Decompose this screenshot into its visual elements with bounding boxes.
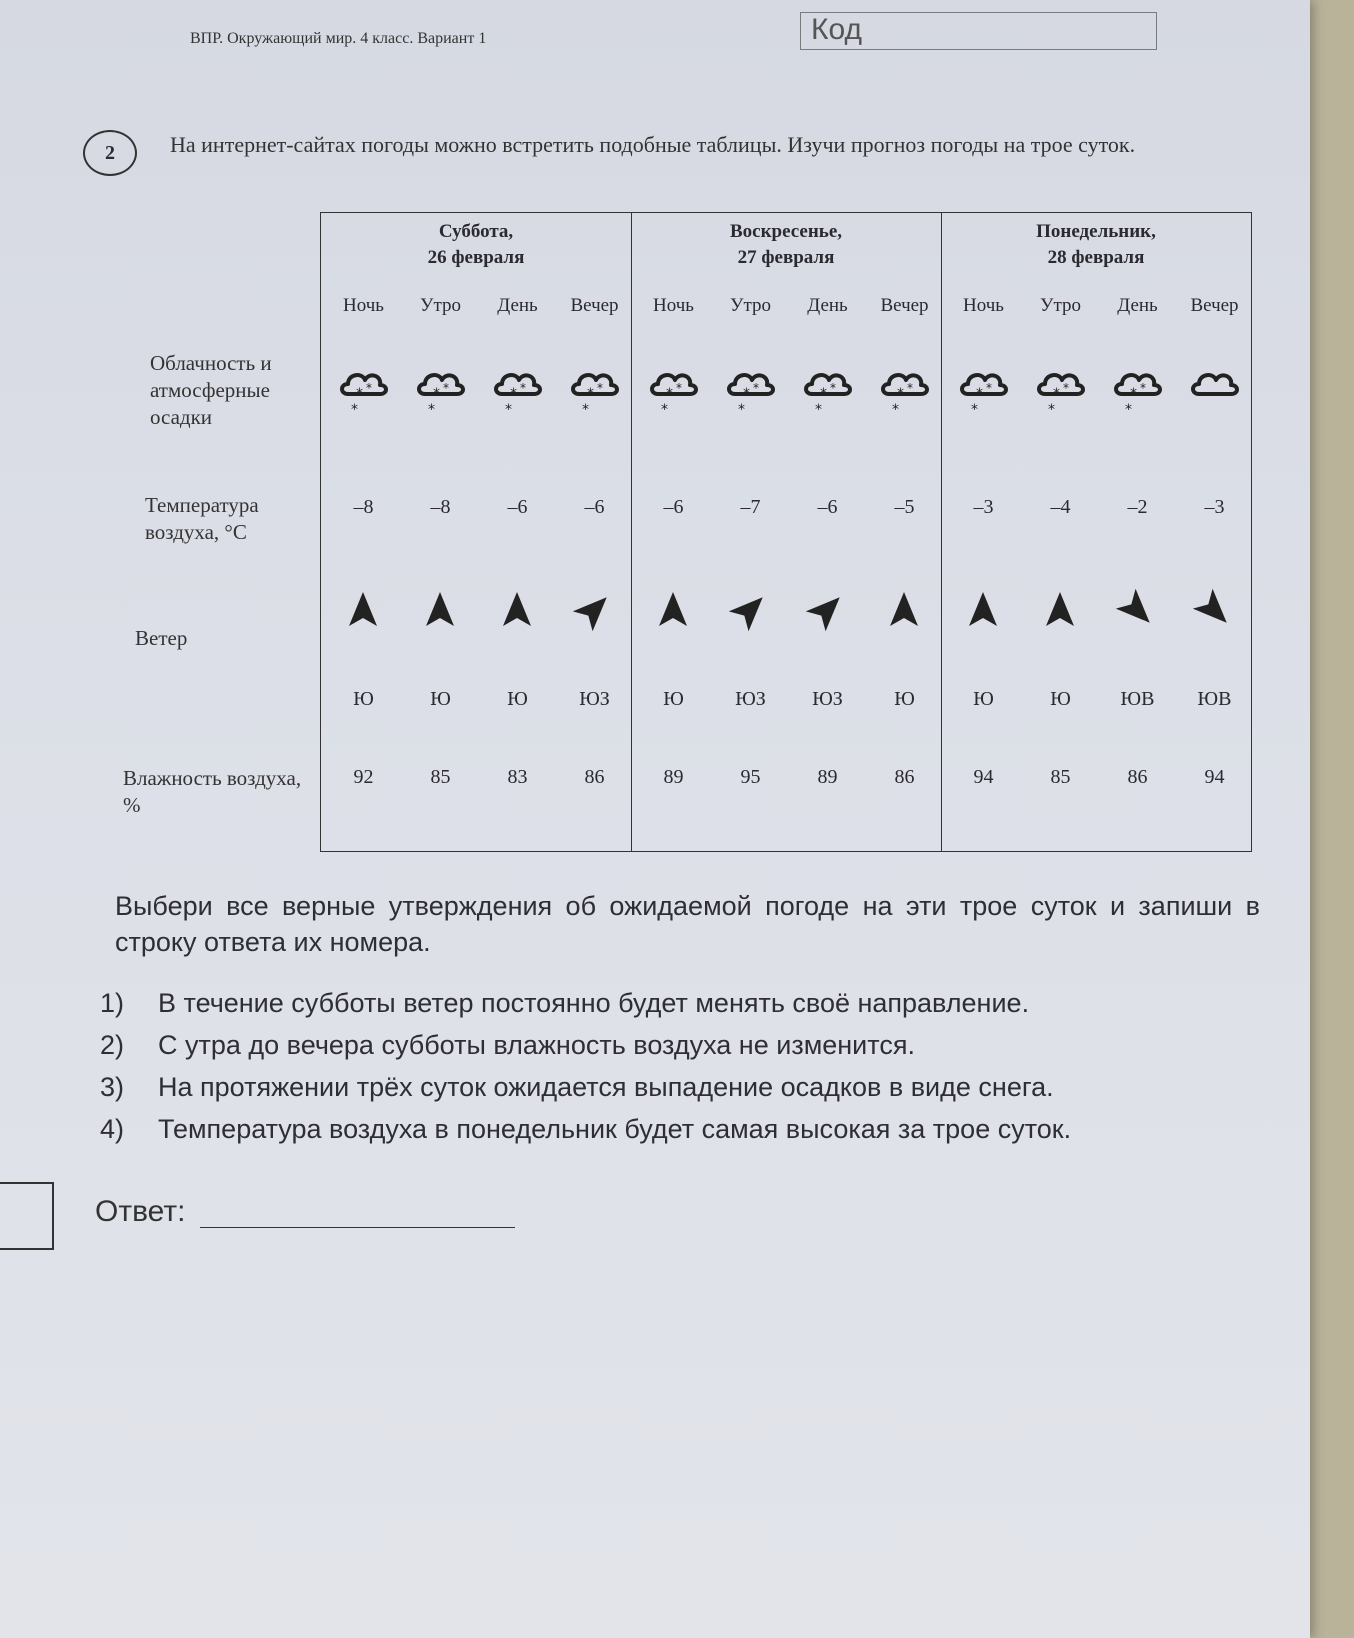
humidity-value: 86 — [894, 766, 915, 788]
svg-text:*: * — [976, 386, 983, 402]
option-3 — [100, 1066, 1071, 1108]
wind-arrow-icon — [572, 588, 616, 632]
option-number: 2) — [100, 1030, 125, 1060]
temperature-value: –2 — [1127, 496, 1148, 518]
snow-cloud-icon — [488, 358, 548, 418]
day-header — [941, 219, 1251, 271]
temperature-value: –3 — [1204, 496, 1225, 518]
day-part-label: Ночь — [963, 295, 1004, 316]
svg-text:*: * — [661, 402, 668, 418]
wind-arrow-icon — [1115, 588, 1159, 632]
temperature-value: –4 — [1050, 496, 1071, 518]
svg-text:*: * — [1125, 402, 1132, 418]
temperature-value: –6 — [507, 496, 528, 518]
wind-direction: Ю — [430, 688, 451, 710]
svg-text:*: * — [820, 386, 827, 402]
wind-arrow-icon — [1038, 588, 1082, 632]
option-2 — [100, 1024, 1071, 1066]
snow-cloud-icon — [875, 358, 935, 418]
row-label-temperature: Температура воздуха, °С — [145, 493, 259, 544]
svg-text:*: * — [597, 381, 603, 395]
score-box — [0, 1182, 54, 1250]
humidity-value: 89 — [663, 766, 684, 788]
svg-text:*: * — [1063, 381, 1069, 395]
option-4 — [100, 1108, 1071, 1150]
humidity-value: 85 — [430, 766, 451, 788]
answer-label: Ответ: — [95, 1195, 186, 1228]
wind-direction: ЮВ — [1197, 688, 1232, 710]
day-date: 28 февраля — [1047, 247, 1145, 268]
temperature-value: –8 — [353, 496, 374, 518]
day-part-label: Утро — [420, 295, 461, 316]
svg-text:*: * — [1140, 381, 1146, 395]
forecast-table — [320, 212, 1252, 852]
svg-text:*: * — [676, 381, 682, 395]
temperature-value: –8 — [430, 496, 451, 518]
svg-text:*: * — [907, 381, 913, 395]
task-intro: На интернет-сайтах погоды можно встретить подобные таблицы. Изучи прогноз погоды на трое суток. — [170, 132, 1136, 157]
svg-text:*: * — [1048, 402, 1055, 418]
snow-cloud-icon — [798, 358, 858, 418]
wind-direction: ЮЗ — [579, 688, 610, 710]
humidity-value: 89 — [817, 766, 838, 788]
snow-cloud-icon — [334, 358, 394, 418]
temperature-value: –7 — [740, 496, 761, 518]
option-number: 3) — [100, 1072, 125, 1102]
snow-cloud-icon — [954, 358, 1014, 418]
option-text: Температура воздуха в понедельник будет самая высокая за трое суток. — [158, 1114, 1072, 1144]
svg-text:*: * — [815, 402, 822, 418]
temperature-value: –6 — [584, 496, 605, 518]
humidity-value: 94 — [1204, 766, 1225, 788]
svg-text:*: * — [587, 386, 594, 402]
snow-cloud-icon — [411, 358, 471, 418]
humidity-value: 86 — [584, 766, 605, 788]
svg-text:*: * — [1053, 386, 1060, 402]
wind-direction: Ю — [663, 688, 684, 710]
wind-arrow-icon — [418, 588, 462, 632]
wind-direction: ЮЗ — [735, 688, 766, 710]
humidity-value: 95 — [740, 766, 761, 788]
day-name: Суббота, — [438, 221, 514, 242]
option-number: 4) — [100, 1114, 125, 1144]
options-list — [100, 982, 1071, 1150]
svg-text:*: * — [520, 381, 526, 395]
row-label-clouds: Облачность и атмосферные осадки — [150, 351, 272, 429]
day-date: 26 февраля — [427, 247, 525, 268]
snow-cloud-icon — [1031, 358, 1091, 418]
temperature-value: –5 — [894, 496, 915, 518]
wind-arrow-icon — [495, 588, 539, 632]
svg-text:*: * — [986, 381, 992, 395]
answer-input-line[interactable] — [200, 1227, 515, 1228]
svg-text:*: * — [892, 402, 899, 418]
humidity-value: 86 — [1127, 766, 1148, 788]
svg-text:*: * — [666, 386, 673, 402]
svg-text:*: * — [356, 386, 363, 402]
svg-text:*: * — [971, 402, 978, 418]
day-part-label: Вечер — [880, 295, 929, 316]
wind-arrow-icon — [882, 588, 926, 632]
wind-arrow-icon — [961, 588, 1005, 632]
cloud-icon — [1185, 358, 1245, 418]
wind-arrow-icon — [805, 588, 849, 632]
humidity-value: 92 — [353, 766, 374, 788]
wind-arrow-icon — [1192, 588, 1236, 632]
wind-direction: Ю — [973, 688, 994, 710]
svg-text:*: * — [351, 402, 358, 418]
day-part-label: Ночь — [653, 295, 694, 316]
svg-text:*: * — [830, 381, 836, 395]
wind-arrow-icon — [651, 588, 695, 632]
humidity-value: 83 — [507, 766, 528, 788]
temperature-value: –6 — [817, 496, 838, 518]
svg-text:*: * — [738, 402, 745, 418]
option-number: 1) — [100, 988, 125, 1018]
snow-cloud-icon — [1108, 358, 1168, 418]
svg-text:*: * — [366, 381, 372, 395]
snow-cloud-icon — [644, 358, 704, 418]
question-text: Выбери все верные утверждения об ожидаемой погоде на эти трое суток и запиши в строку ответа их номера. — [115, 891, 1260, 957]
option-1 — [100, 982, 1071, 1024]
temperature-value: –3 — [973, 496, 994, 518]
option-text: В течение субботы ветер постоянно будет менять своё направление. — [158, 988, 1030, 1018]
svg-text:*: * — [428, 402, 435, 418]
day-column — [941, 213, 1251, 851]
code-field[interactable] — [800, 12, 1157, 50]
temperature-value: –6 — [663, 496, 684, 518]
day-header — [631, 219, 941, 271]
day-column — [321, 213, 632, 851]
wind-direction: ЮЗ — [812, 688, 843, 710]
svg-text:*: * — [753, 381, 759, 395]
day-part-label: Вечер — [1190, 295, 1239, 316]
svg-text:*: * — [443, 381, 449, 395]
wind-direction: Ю — [894, 688, 915, 710]
day-part-label: День — [497, 295, 538, 316]
svg-text:*: * — [582, 402, 589, 418]
day-name: Воскресенье, — [729, 221, 843, 242]
wind-direction: Ю — [1050, 688, 1071, 710]
humidity-value: 94 — [973, 766, 994, 788]
option-text: С утра до вечера субботы влажность воздуха не изменится. — [158, 1030, 915, 1060]
wind-arrow-icon — [341, 588, 385, 632]
row-label-wind: Ветер — [135, 626, 188, 650]
wind-arrow-icon — [728, 588, 772, 632]
wind-direction: Ю — [507, 688, 528, 710]
day-part-label: Утро — [1040, 295, 1081, 316]
snow-cloud-icon — [565, 358, 625, 418]
svg-text:*: * — [433, 386, 440, 402]
svg-text:*: * — [510, 386, 517, 402]
day-column — [631, 213, 942, 851]
row-label-humidity: Влажность воздуха, % — [123, 766, 302, 817]
header-title: ВПР. Окружающий мир. 4 класс. Вариант 1 — [190, 30, 487, 47]
svg-text:*: * — [505, 402, 512, 418]
task-number: 2 — [83, 130, 137, 176]
day-header — [321, 219, 631, 271]
option-text: На протяжении трёх суток ожидается выпадение осадков в виде снега. — [158, 1072, 1054, 1102]
day-part-label: Утро — [730, 295, 771, 316]
humidity-value: 85 — [1050, 766, 1071, 788]
snow-cloud-icon — [721, 358, 781, 418]
day-part-label: День — [1117, 295, 1158, 316]
day-name: Понедельник, — [1036, 221, 1156, 242]
day-part-label: Вечер — [570, 295, 619, 316]
day-part-label: День — [807, 295, 848, 316]
wind-direction: ЮВ — [1120, 688, 1155, 710]
day-date: 27 февраля — [737, 247, 835, 268]
code-label: Код — [811, 13, 863, 46]
svg-text:*: * — [743, 386, 750, 402]
wind-direction: Ю — [353, 688, 374, 710]
svg-text:*: * — [1130, 386, 1137, 402]
svg-text:*: * — [897, 386, 904, 402]
day-part-label: Ночь — [343, 295, 384, 316]
